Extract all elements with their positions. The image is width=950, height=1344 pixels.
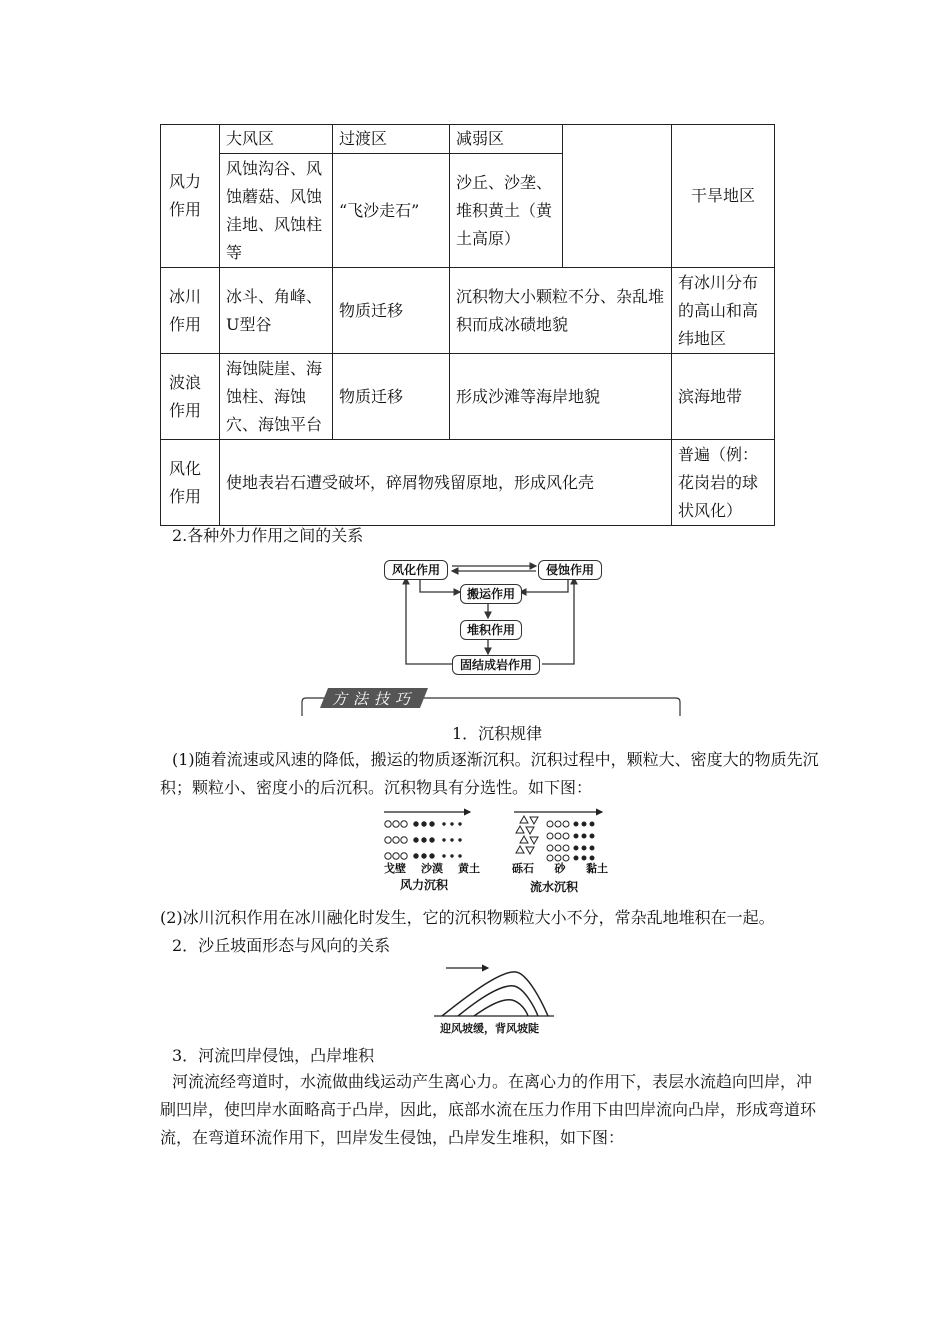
grain-large xyxy=(385,853,391,859)
subzone-2: 过渡区 xyxy=(333,125,450,154)
grain-sand xyxy=(547,821,553,827)
grain-gravel xyxy=(530,817,538,824)
grain-small xyxy=(459,839,461,841)
grain-clay xyxy=(582,846,586,850)
grain-large xyxy=(401,837,407,843)
erosion-box: 侵蚀作用 xyxy=(538,560,602,580)
grain-clay xyxy=(582,834,586,838)
result-cell: 沉积物大小颗粒不分、杂乱堆积而成冰碛地貌 xyxy=(450,268,672,354)
transport-box: 搬运作用 xyxy=(460,584,522,604)
subzone-1: 大风区 xyxy=(220,125,333,154)
method-1-paragraph-1: (1)随着流速或风速的降低，搬运的物质逐渐沉积。沉积过程中，颗粒大、密度大的物质先沉积；颗粒小、密度小的后沉积。沉积物具有分选性。如下图： xyxy=(160,750,819,797)
grain-gravel xyxy=(526,847,534,854)
weathering-box: 风化作用 xyxy=(384,560,448,580)
grain-medium xyxy=(414,838,418,842)
grain-clay xyxy=(590,822,594,826)
grain-medium xyxy=(430,822,434,826)
grain-sand xyxy=(563,821,569,827)
water-labels xyxy=(512,860,608,876)
type-cell: 波浪作用 xyxy=(161,354,220,440)
lithification-box: 固结成岩作用 xyxy=(452,655,540,675)
region-cell: 滨海地带 xyxy=(672,354,775,440)
landform-cell: 海蚀陡崖、海蚀柱、海蚀穴、海蚀平台 xyxy=(220,354,333,440)
label-desert: 沙漠 xyxy=(421,862,443,875)
method-3-paragraph: 河流流经弯道时，水流做曲线运动产生离心力。在离心力的作用下，表层水流趋向凹岸，冲刷凹岸，使凹岸水面略高于凸岸，因此，底部水流在压力作用下由凹岸流向凸岸，形成弯道环流，在弯道环流作用下，凹岸发生侵蚀，凸岸发生堆积，如下图： xyxy=(160,1072,817,1147)
result-cell: 形成沙滩等海岸地貌 xyxy=(450,354,672,440)
grain-large xyxy=(393,853,399,859)
grain-medium xyxy=(422,854,426,858)
method-1-title: 1．沉积规律 xyxy=(452,724,543,743)
label-clay: 黏土 xyxy=(586,862,608,875)
empty-cell xyxy=(563,125,672,268)
grain-gravel xyxy=(520,836,528,843)
grain-small xyxy=(459,855,461,857)
landform-cell: 风蚀沟谷、风蚀蘑菇、风蚀洼地、风蚀柱等 xyxy=(220,154,333,268)
method-2-title: 2．沙丘坡面形态与风向的关系 xyxy=(172,936,391,955)
landform-cell: 沙丘、沙垄、堆积黄土（黄土高原） xyxy=(450,154,563,268)
grain-large xyxy=(385,837,391,843)
grain-medium xyxy=(430,854,434,858)
grain-large xyxy=(401,853,407,859)
grain-small xyxy=(443,839,445,841)
process-cell: 物质迁移 xyxy=(333,354,450,440)
grain-clay xyxy=(590,846,594,850)
grain-sand xyxy=(547,833,553,839)
type-cell: 冰川作用 xyxy=(161,268,220,354)
deposition-box: 堆积作用 xyxy=(460,620,522,640)
grain-large xyxy=(401,821,407,827)
grain-clay xyxy=(582,822,586,826)
grain-sand xyxy=(555,845,561,851)
label-sand: 砂 xyxy=(554,862,566,875)
wind-caption: 风力沉积 xyxy=(400,878,449,892)
grain-gravel xyxy=(516,826,524,833)
grain-sand xyxy=(547,845,553,851)
grain-gravel xyxy=(516,846,524,853)
type-cell: 风化作用 xyxy=(161,440,220,526)
grain-small xyxy=(451,823,453,825)
result-cell: 使地表岩石遭受破坏，碎屑物残留原地，形成风化壳 xyxy=(220,440,672,526)
grain-clay xyxy=(590,834,594,838)
region-cell: 有冰川分布的高山和高纬地区 xyxy=(672,268,775,354)
grain-small xyxy=(451,855,453,857)
grain-clay xyxy=(574,834,578,838)
grain-small xyxy=(451,839,453,841)
grain-small xyxy=(443,823,445,825)
landform-cell: 冰斗、角峰、U型谷 xyxy=(220,268,333,354)
grain-medium xyxy=(422,838,426,842)
subzone-3: 减弱区 xyxy=(450,125,563,154)
grain-sand xyxy=(563,833,569,839)
grain-small xyxy=(459,823,461,825)
dune-figure xyxy=(432,962,558,1020)
grain-gravel xyxy=(530,837,538,844)
label-loess: 黄土 xyxy=(458,862,480,875)
method-3-title: 3．河流凹岸侵蚀，凸岸堆积 xyxy=(172,1046,375,1065)
region-cell: 普遍（例：花岗岩的球状风化） xyxy=(672,440,775,526)
grain-large xyxy=(385,821,391,827)
type-cell: 风力作用 xyxy=(161,125,220,268)
grain-sand xyxy=(555,833,561,839)
grain-medium xyxy=(414,854,418,858)
landform-cell: “飞沙走石” xyxy=(333,154,450,268)
section-2-title: 2.各种外力作用之间的关系 xyxy=(172,526,364,545)
grain-large xyxy=(393,821,399,827)
process-cell: 物质迁移 xyxy=(333,268,450,354)
grain-sand xyxy=(563,845,569,851)
region-cell: 干旱地区 xyxy=(672,125,775,268)
label-gobi: 戈壁 xyxy=(384,862,406,875)
grain-medium xyxy=(430,838,434,842)
grain-gravel xyxy=(520,816,528,823)
dune-caption: 迎风坡缓，背风坡陡 xyxy=(440,1022,539,1035)
grain-clay xyxy=(574,846,578,850)
grain-gravel xyxy=(526,827,534,834)
grain-small xyxy=(443,855,445,857)
grain-sand xyxy=(555,821,561,827)
grain-medium xyxy=(422,822,426,826)
label-gravel: 砾石 xyxy=(512,862,534,875)
method-banner-label: 方法技巧 xyxy=(331,690,416,708)
external-forces-table xyxy=(160,124,775,526)
grain-large xyxy=(393,837,399,843)
grain-clay xyxy=(574,822,578,826)
wind-labels xyxy=(384,860,480,876)
grain-medium xyxy=(414,822,418,826)
method-1-paragraph-2: (2)冰川沉积作用在冰川融化时发生，它的沉积物颗粒大小不分，常杂乱地堆积在一起。 xyxy=(160,908,775,927)
water-caption: 流水沉积 xyxy=(530,880,579,894)
